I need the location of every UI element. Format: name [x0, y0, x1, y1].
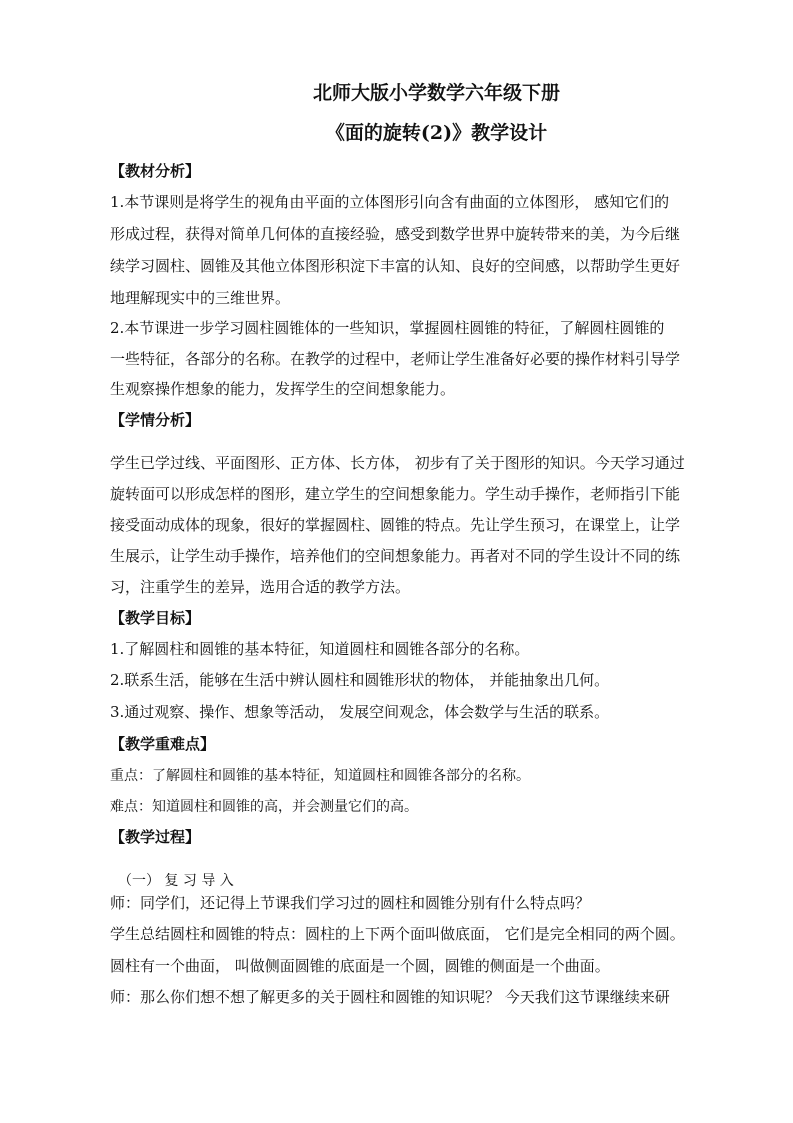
document-title: 北师大版小学数学六年级下册 [312, 82, 560, 104]
key-line: 重点：了解圆柱和圆锥的基本特征，知道圆柱和圆锥各部分的名称。 [110, 768, 530, 784]
key-line: 难点：知道圆柱和圆锥的高，并会测量它们的高。 [110, 799, 418, 815]
section-heading-goals: 【教学目标】 [110, 609, 201, 627]
lesson-title: 《面的旋转(2)》教学设计 [325, 122, 548, 144]
material-line: 续学习圆柱、圆锥及其他立体图形积淀下丰富的认知、良好的空间感，以帮助学生更好 [110, 257, 681, 275]
process-line: 师：同学们，还记得上节课我们学习过的圆柱和圆锥分别有什么特点吗？ [110, 894, 591, 912]
process-line: 师：那么你们想不想了解更多的关于圆柱和圆锥的知识呢？ 今天我们这节课继续来研 [110, 988, 670, 1006]
student-line: 接受面动成体的现象，很好的掌握圆柱、圆锥的特点。先让学生预习，在课堂上，让学 [110, 516, 681, 534]
process-line: 学生总结圆柱和圆锥的特点：圆柱的上下两个面叫做底面， 它们是完全相同的两个圆。 [110, 925, 685, 943]
student-line: 习，注重学生的差异，选用合适的教学方法。 [110, 578, 411, 596]
student-line: 学生已学过线、平面图形、正方体、长方体， 初步有了关于图形的知识。今天学习通过 [110, 454, 685, 472]
section-heading-key: 【教学重难点】 [110, 735, 216, 753]
goal-line: 3.通过观察、操作、想象等活动， 发展空间观念，体会数学与生活的联系。 [110, 703, 610, 721]
material-line: 形成过程，获得对简单几何体的直接经验，感受到数学世界中旋转带来的美，为今后继 [110, 225, 681, 243]
material-line: 生观察操作想象的能力，发挥学生的空间想象能力。 [110, 380, 456, 398]
student-line: 生展示，让学生动手操作，培养他们的空间想象能力。再者对不同的学生设计不同的练 [110, 547, 681, 565]
goal-line: 2.联系生活，能够在生活中辨认圆柱和圆锥形状的物体， 并能抽象出几何。 [110, 671, 610, 689]
material-line: 一些特征，各部分的名称。在教学的过程中，老师让学生准备好必要的操作材料引导学 [110, 350, 681, 368]
process-subheading: （一） 复 习 导 入 [118, 873, 234, 889]
process-line: 圆柱有一个曲面， 叫做侧面圆锥的底面是一个圆，圆锥的侧面是一个曲面。 [110, 957, 610, 975]
goal-line: 1.了解圆柱和圆锥的基本特征，知道圆柱和圆锥各部分的名称。 [110, 640, 530, 658]
section-heading-student: 【学情分析】 [110, 411, 201, 429]
material-line: 2.本节课进一步学习圆柱圆锥体的一些知识，掌握圆柱圆锥的特征，了解圆柱圆锥的 [110, 319, 665, 337]
student-line: 旋转面可以形成怎样的图形，建立学生的空间想象能力。学生动手操作，老师指引下能 [110, 485, 681, 503]
material-line: 地理解现实中的三维世界。 [110, 289, 291, 307]
material-line: 1.本节课则是将学生的视角由平面的立体图形引向含有曲面的立体图形， 感知它们的 [110, 193, 670, 211]
section-heading-material: 【教材分析】 [110, 162, 201, 180]
section-heading-process: 【教学过程】 [110, 828, 201, 846]
